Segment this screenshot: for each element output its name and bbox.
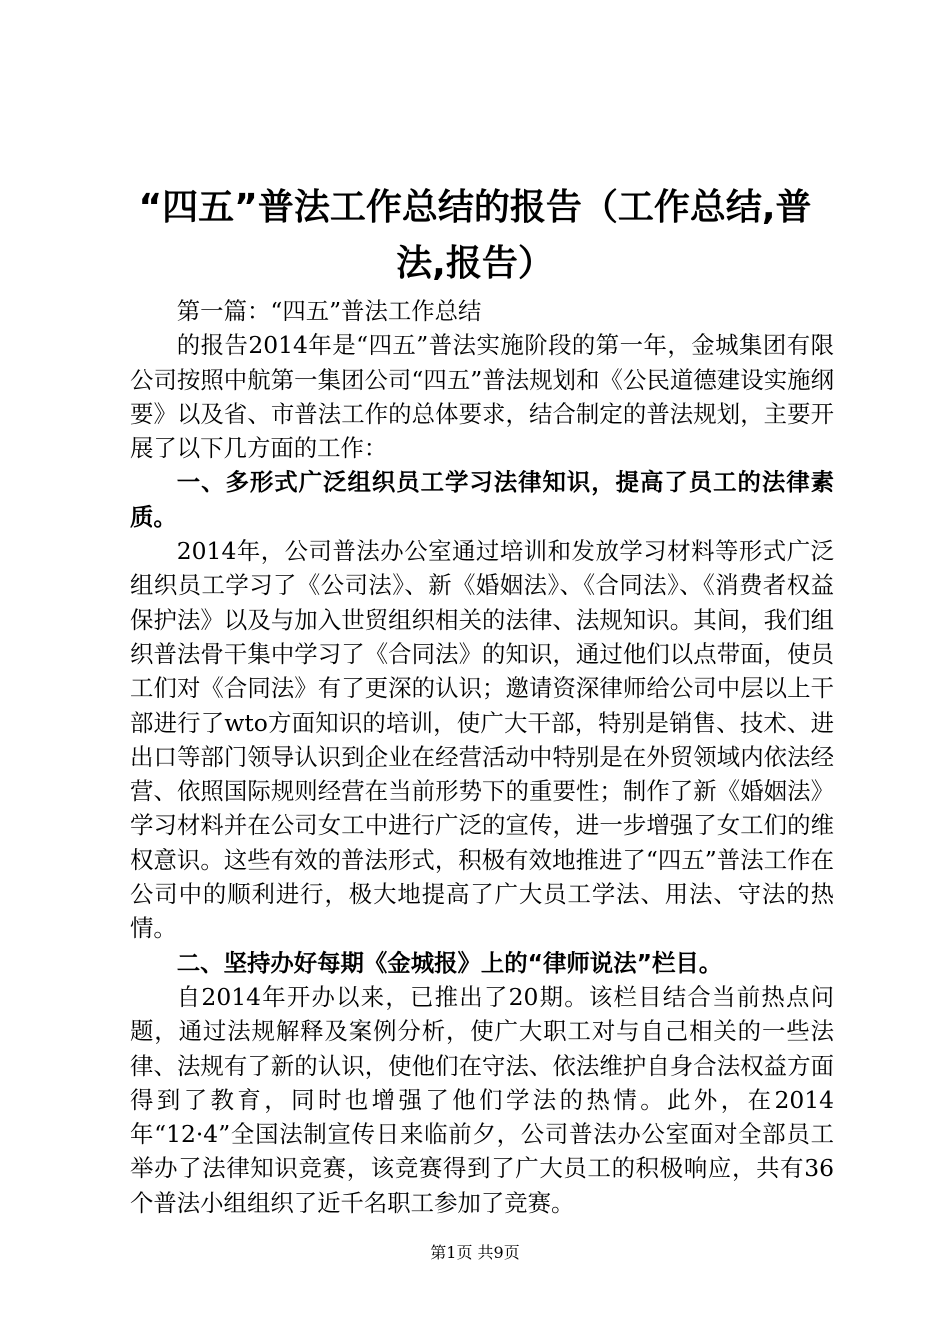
- section-heading-1: 一、多形式广泛组织员工学习法律知识，提高了员工的法律素质。: [130, 468, 834, 531]
- document-title-line-1: “四五”普法工作总结的报告（工作总结,普: [138, 187, 812, 228]
- document-body: [130, 294, 834, 1220]
- section-heading-2: 二、坚持办好每期《金城报》上的“律师说法”栏目。: [176, 948, 723, 977]
- body-paragraph-2: 自2014年开办以来，已推出了20期。该栏目结合当前热点问题，通过法规解释及案例分析，使广大职工对与自己相关的一些法律、法规有了新的认识，使他们在守法、依法维护自身合法权益方面得到了教育，同时也增强了他们学法的热情。此外，在2014年“12·4”全国法制宣传日来临前夕，公司普法办公室面对全部员工举办了法律知识竞赛，该竞赛得到了广大员工的积极响应，共有36个普法小组组织了近千名职工参加了竞赛。: [130, 982, 834, 1217]
- section-heading-first: 第一篇：“四五”普法工作总结: [176, 297, 482, 325]
- document-title-line-2: 法,报告）: [396, 243, 554, 284]
- body-paragraph-intro: 的报告2014年是“四五”普法实施阶段的第一年，金城集团有限公司按照中航第一集团公司“四五”普法规划和《公民道德建设实施纲要》以及省、市普法工作的总体要求，结合制定的普法规划，主要开展了以下几方面的工作：: [130, 331, 834, 463]
- body-paragraph-1: 2014年，公司普法办公室通过培训和发放学习材料等形式广泛组织员工学习了《公司法》、新《婚姻法》、《合同法》、《消费者权益保护法》以及与加入世贸组织相关的法律、法规知识。其间，我们组织普法骨干集中学习了《合同法》的知识，通过他们以点带面，使员工们对《合同法》有了更深的认识；邀请资深律师给公司中层以上干部进行了wto方面知识的培训，使广大干部，特别是销售、技术、进出口等部门领导认识到企业在经营活动中特别是在外贸领域内依法经营、依照国际规则经营在当前形势下的重要性；制作了新《婚姻法》学习材料并在公司女工中进行广泛的宣传，进一步增强了女工们的维权意识。这些有效的普法形式，积极有效地推进了“四五”普法工作在公司中的顺利进行，极大地提高了广大员工学法、用法、守法的热情。: [130, 537, 834, 943]
- page-footer: 第1页 共9页: [430, 1243, 520, 1262]
